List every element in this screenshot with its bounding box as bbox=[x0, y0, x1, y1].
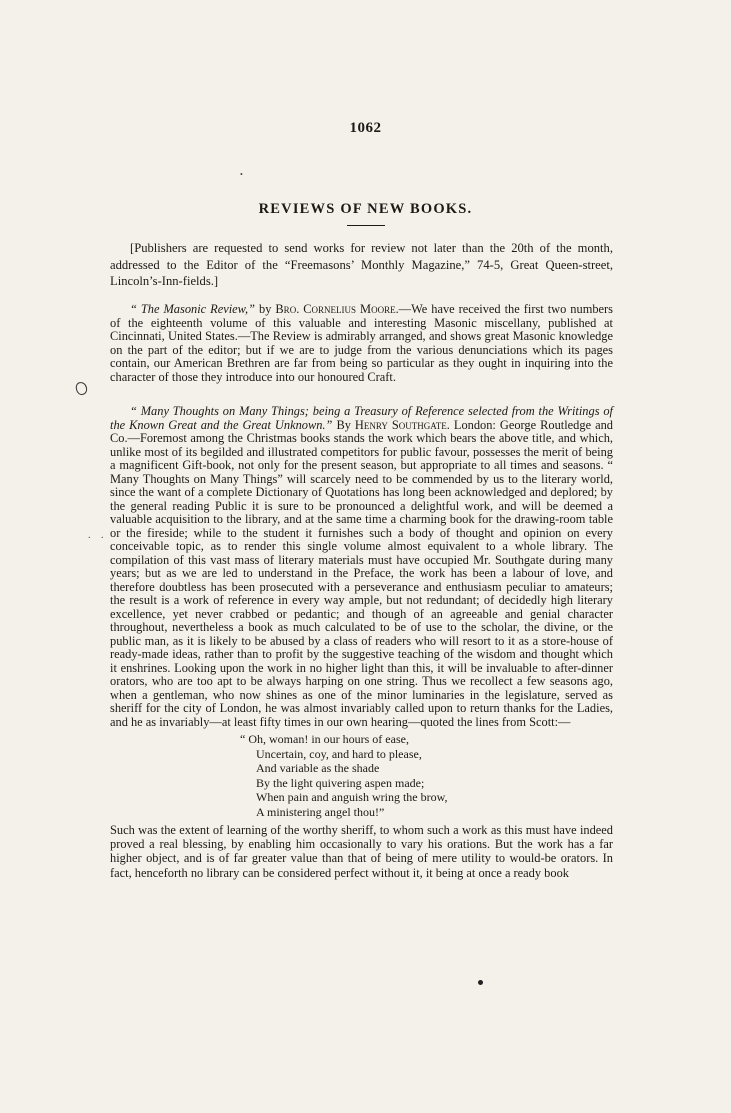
review-body: —We have received the first two numbers of the eighteenth volume of this valuable and interesting Masonic miscellany, published at Cincinnati, United States.—The Review is admirably arranged, and shows great Masonic knowledge on the part of the editor; but if we are to judge from the various denunciations which its pages contain, our American Brethren are far from being so particular as they ought in inquiring into the character of those they introduce into our honoured Craft. bbox=[110, 302, 613, 384]
poem-line: And variable as the shade bbox=[256, 761, 380, 776]
ink-dot bbox=[478, 980, 483, 985]
quoted-poem bbox=[240, 732, 613, 820]
poem-line: By the light quivering aspen made; bbox=[256, 775, 425, 790]
review-many-thoughts bbox=[110, 405, 613, 880]
review-author: Bro. Cornelius Moore. bbox=[275, 302, 399, 316]
by-label: by bbox=[259, 302, 272, 316]
review-continuation bbox=[110, 823, 613, 881]
review-body: London: George Routledge and Co.—Foremost among the Christmas books stands the work which bears the above title, and which, unlike most of its begilded and illustrated competitors for public favour, possesses the merit of being a magnificent Gift-book, not only for the present season, but appropriate to all times and seasons. “ Many Thoughts on Many Things” will scarcely need to be commended by us to the literary world, since the want of a complete Dictionary of Quotations has long been acknowledged and deplored; by the general reading Public it is sure to be pronounced a delightful work, and will be deemed a valuable acquisition to the library, and at the same time a charming book for the drawing-room table or the fireside; while to the student it furnishes such a body of thought and opinion on every conceivable topic, as to render this single volume almost equivalent to a whole library. The compilation of this vast mass of literary materials must have occupied Mr. Southgate during many years; but as we are led to understand in the Preface, the work has been a labour of love, and therefore doubtless has been prosecuted with a perseverance and enthusiasm peculiar to amateurs; the result is a work of reference in every way ample, but not redundant; of decidedly high literary excellence, yet never crabbed or pedantic; and though of an agreeable and genial character throughout, nevertheless a book as much calculated to be of use to the scholar, the divine, or the public man, as it is likely to be abused by a class of readers who will resort to it as a store-house of ready-made ideas, rather than to profit by the suggestive teaching of the wisdom and thought which it enshrines. Looking upon the work in no higher light than this, it will be invaluable to after-dinner orators, who are too apt to be always harping on one string. Thus we recollect a few seasons ago, when a gentleman, who now shines as one of the minor luminaries in the legislature, served as sheriff for the city of London, he was almost invariably called upon to return thanks for the Ladies, and he as invariably—at least fifty times in our own hearing—quoted the lines from Scott:— bbox=[110, 417, 613, 729]
margin-pen-mark bbox=[75, 381, 88, 396]
poem-line: When pain and anguish wring the brow, bbox=[256, 790, 448, 805]
page-title: REVIEWS OF NEW BOOKS. bbox=[258, 201, 473, 217]
review-masonic-review bbox=[110, 303, 613, 384]
continuation-paragraph: Such was the extent of learning of the worthy sheriff, to whom such a work as this must have indeed proved a real blessing, by enabling him occasionally to vary his orations. But the work has a far higher object, and is of far greater value than that of being of mere utility to would-be orators. In fact, henceforth no library can be considered perfect without it, it being at once a ready book bbox=[110, 822, 613, 880]
title-rule bbox=[347, 225, 385, 226]
book-title: “ Many Thoughts on Many Things; being a Treasury of Reference selected from the Writings of the Known Great and the Great Unknown.” bbox=[110, 404, 613, 432]
review-paragraph bbox=[110, 303, 613, 384]
poem-line: “ Oh, woman! in our hours of ease, bbox=[240, 732, 409, 746]
poem-line: A ministering angel thou!” bbox=[256, 804, 385, 819]
print-speck: • bbox=[240, 170, 243, 179]
review-author: Henry Southgate. bbox=[354, 417, 450, 432]
by-label: By bbox=[336, 417, 351, 432]
notice-text: [Publishers are requested to send works for review not later than the 20th of the month, addressed to the Editor of the “Freemasons’ Monthly Magazine,” 74-5, Great Queen-street, Lincoln’s-Inn-fields.] bbox=[110, 241, 613, 289]
poem-line: Uncertain, coy, and hard to please, bbox=[256, 746, 422, 761]
book-title: “ The Masonic Review,” bbox=[130, 302, 255, 316]
margin-dots: . . bbox=[88, 530, 108, 541]
page-number: 1062 bbox=[349, 120, 382, 136]
publishers-notice bbox=[110, 240, 613, 290]
review-paragraph bbox=[110, 405, 613, 729]
